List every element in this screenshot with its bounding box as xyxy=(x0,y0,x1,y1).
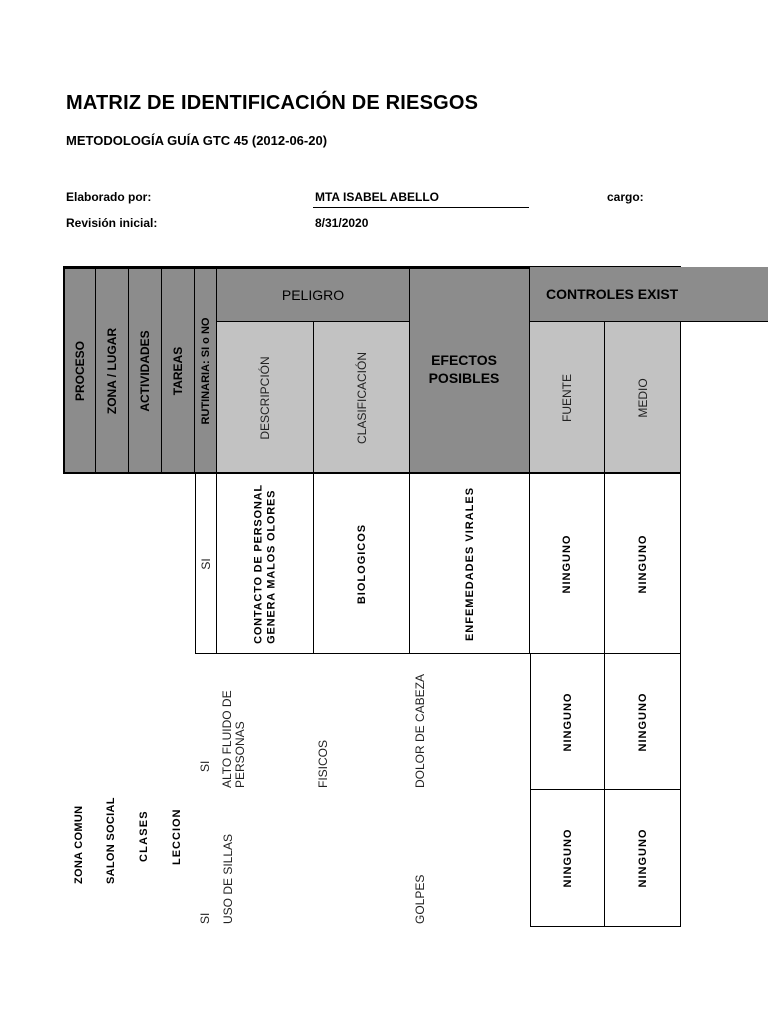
row2-fuente xyxy=(530,654,605,790)
row2-3-descripcion xyxy=(217,654,314,926)
row3-fuente xyxy=(530,790,605,927)
row2-fuente-value: NINGUNO xyxy=(561,692,574,751)
header-peligro xyxy=(217,269,410,322)
row1-medio xyxy=(605,474,681,654)
row3-medio-value: NINGUNO xyxy=(636,828,649,888)
revision-label: Revisión inicial: xyxy=(66,216,158,230)
revision-value: 8/31/2020 xyxy=(315,216,369,230)
group-actividades-value: CLASES xyxy=(138,810,150,862)
row1-fuente-value: NINGUNO xyxy=(561,534,573,593)
header-tareas-label: TAREAS xyxy=(171,346,185,396)
header-descripcion-label: DESCRIPCIÓN xyxy=(258,355,272,440)
row1-clasificacion-value: BIOLOGICOS xyxy=(355,523,368,604)
row2-rutinaria-value: SI xyxy=(198,760,212,772)
header-peligro-label: PELIGRO xyxy=(281,287,345,303)
row1-fuente xyxy=(530,474,605,654)
row2-descripcion-value xyxy=(221,690,247,788)
row3-efectos-value: GOLPES xyxy=(413,874,427,924)
row2-efectos-value: DOLOR DE CABEZA xyxy=(413,673,427,788)
header-zona xyxy=(96,269,129,473)
header-fuente xyxy=(530,322,605,473)
cargo-label: cargo: xyxy=(607,190,644,204)
header-rutinaria xyxy=(195,269,217,473)
row1-rutinaria xyxy=(195,474,217,654)
row1-efectos-value: ENFEMEDADES VIRALES xyxy=(463,486,476,641)
header-actividades-label: ACTIVIDADES xyxy=(138,330,152,412)
row2-3-efectos xyxy=(410,654,530,926)
row2-medio xyxy=(605,654,681,790)
group-proceso-value: ZONA COMUN xyxy=(73,805,85,884)
row2-clasificacion-value: FISICOS xyxy=(316,739,330,788)
row1-medio-value: NINGUNO xyxy=(636,534,649,593)
header-descripcion xyxy=(217,322,314,473)
group-zona-value: SALON SOCIAL xyxy=(105,797,117,884)
header-clasificacion-label: CLASIFICACIÓN xyxy=(354,351,369,444)
row1-descripcion-line1: CONTACTO DE PERSONAL xyxy=(252,483,265,644)
header-efectos-label xyxy=(427,351,501,387)
header-proceso xyxy=(63,269,96,473)
row2-descripcion-line1: ALTO FLUIDO DE xyxy=(220,690,234,788)
header-medio xyxy=(605,322,681,473)
header-proceso-label: PROCESO xyxy=(73,340,87,402)
row3-descripcion-value: USO DE SILLAS xyxy=(221,833,235,924)
elaborado-label: Elaborado por: xyxy=(66,190,152,204)
header-actividades xyxy=(129,269,162,473)
document-subtitle: METODOLOGÍA GUÍA GTC 45 (2012-06-20) xyxy=(66,133,328,148)
row3-rutinaria-value: SI xyxy=(198,912,212,924)
header-controles-label: CONTROLES EXIST xyxy=(546,286,679,302)
row1-clasificacion xyxy=(314,474,410,654)
row1-descripcion-line2: GENERA MALOS OLORES xyxy=(265,489,277,644)
row1-descripcion-value xyxy=(252,484,277,644)
document-title: MATRIZ DE IDENTIFICACIÓN DE RIESGOS xyxy=(66,92,479,114)
header-tareas xyxy=(162,269,195,473)
header-medio-label: MEDIO xyxy=(635,377,650,418)
row2-3-clasificacion xyxy=(314,654,410,926)
elaborado-underline xyxy=(313,207,529,208)
elaborado-value: MTA ISABEL ABELLO xyxy=(315,190,439,204)
header-zona-label: ZONA / LUGAR xyxy=(105,327,119,415)
group-tareas-value: LECCION xyxy=(171,808,183,865)
row3-fuente-value: NINGUNO xyxy=(561,828,574,888)
row1-descripcion xyxy=(217,474,314,654)
row3-medio xyxy=(605,790,681,927)
row2-3-rutinaria xyxy=(195,654,217,926)
header-rutinaria-label: RUTINARIA: SI o NO xyxy=(199,317,212,425)
header-efectos xyxy=(410,269,530,473)
header-efectos-line2: POSIBLES xyxy=(428,370,500,386)
header-fuente-label: FUENTE xyxy=(560,373,574,422)
header-controles xyxy=(530,267,768,322)
header-clasificacion xyxy=(314,322,410,473)
row2-medio-value: NINGUNO xyxy=(636,692,649,751)
row1-rutinaria-value: SI xyxy=(199,557,213,570)
header-efectos-line1: EFECTOS xyxy=(431,352,497,368)
row2-descripcion-line2: PERSONAS xyxy=(233,721,247,788)
row1-efectos xyxy=(410,474,530,654)
